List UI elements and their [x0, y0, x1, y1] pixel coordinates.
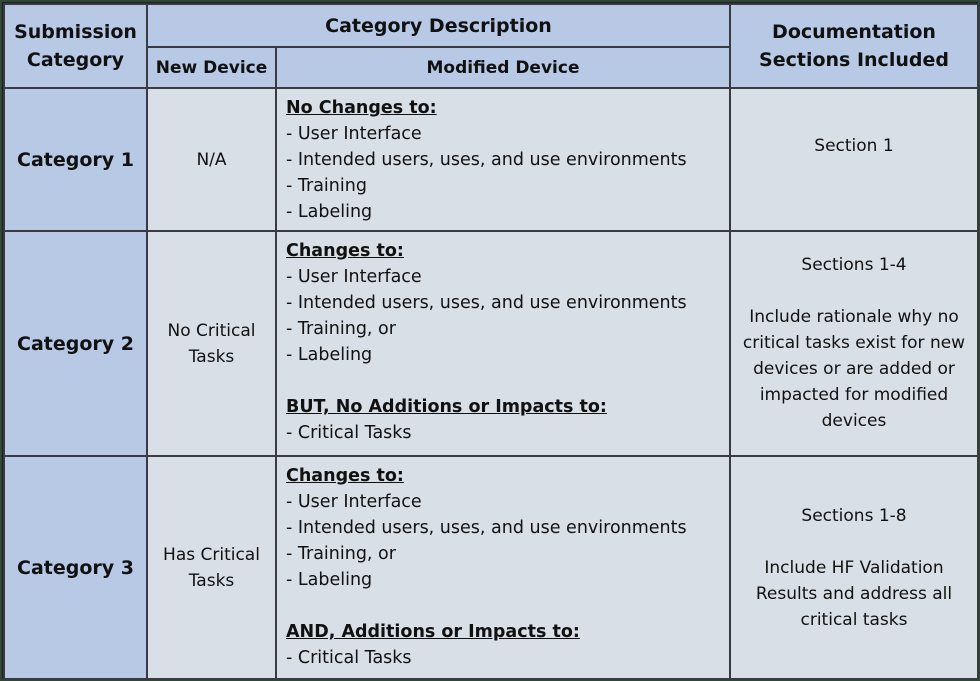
modified-item: - Intended users, uses, and use environments — [286, 293, 687, 313]
header-modified-device: Modified Device — [276, 47, 730, 88]
modified-item: - User Interface — [286, 267, 422, 287]
header-line: Category — [26, 49, 125, 71]
modified-item: - Intended users, uses, and use environments — [286, 150, 687, 170]
header-line: Documentation — [772, 21, 936, 43]
new-device-cell — [147, 88, 276, 231]
documentation-sections: Section 1 — [814, 136, 894, 156]
table-row — [4, 88, 978, 231]
new-device-line: No Critical — [167, 320, 256, 341]
header-category-description: Category Description — [147, 4, 730, 47]
header-new-device: New Device — [147, 47, 276, 88]
new-device-cell — [147, 231, 276, 456]
documentation-sections: Sections 1-8 — [801, 506, 907, 526]
spacer — [737, 529, 971, 555]
modified-item: - Labeling — [286, 202, 373, 222]
modified-device-cell — [276, 88, 730, 231]
documentation-note-line: Results and address all — [755, 584, 953, 604]
category-cell: Category 1 — [4, 88, 147, 231]
documentation-note-line: Include rationale why no — [749, 307, 959, 327]
modified-item: - Labeling — [286, 345, 373, 365]
category-cell: Category 2 — [4, 231, 147, 456]
header-submission-category — [4, 4, 147, 88]
modified-item: - Critical Tasks — [286, 648, 412, 668]
category-cell: Category 3 — [4, 456, 147, 679]
modified-heading: Changes to: — [286, 241, 404, 261]
documentation-cell — [730, 456, 978, 679]
documentation-note-line: impacted for modified — [759, 385, 949, 405]
table-row — [4, 231, 978, 456]
submission-category-table — [3, 3, 979, 680]
spacer — [737, 278, 971, 304]
modified-item: - Critical Tasks — [286, 423, 412, 443]
documentation-note-line: critical tasks exist for new — [742, 333, 966, 353]
spacer — [286, 368, 729, 394]
new-device-line: Has Critical — [163, 544, 260, 565]
modified-item: - Labeling — [286, 570, 373, 590]
new-device-line: Tasks — [188, 570, 235, 591]
table-row — [4, 456, 978, 679]
modified-item: - Training, or — [286, 544, 396, 564]
modified-item: - User Interface — [286, 124, 422, 144]
new-device-line: Tasks — [188, 346, 235, 367]
modified-device-cell — [276, 456, 730, 679]
header-documentation — [730, 4, 978, 88]
modified-heading: AND, Additions or Impacts to: — [286, 622, 580, 642]
documentation-note-line: devices or are added or — [753, 359, 955, 379]
documentation-note-line: critical tasks — [800, 610, 908, 630]
documentation-note-line: devices — [821, 411, 887, 431]
modified-heading: BUT, No Additions or Impacts to: — [286, 397, 607, 417]
table-frame — [2, 2, 978, 679]
modified-device-cell — [276, 231, 730, 456]
documentation-cell — [730, 231, 978, 456]
header-line: Submission — [14, 21, 137, 43]
modified-heading: Changes to: — [286, 466, 404, 486]
spacer — [286, 593, 729, 619]
new-device-cell — [147, 456, 276, 679]
modified-item: - Training, or — [286, 319, 396, 339]
documentation-note-line: Include HF Validation — [764, 558, 944, 578]
modified-heading: No Changes to: — [286, 98, 437, 118]
modified-item: - User Interface — [286, 492, 422, 512]
modified-item: - Training — [286, 176, 367, 196]
documentation-cell — [730, 88, 978, 231]
new-device-line: N/A — [196, 149, 227, 170]
documentation-sections: Sections 1-4 — [801, 255, 907, 275]
header-line: Sections Included — [759, 49, 949, 71]
modified-item: - Intended users, uses, and use environments — [286, 518, 687, 538]
